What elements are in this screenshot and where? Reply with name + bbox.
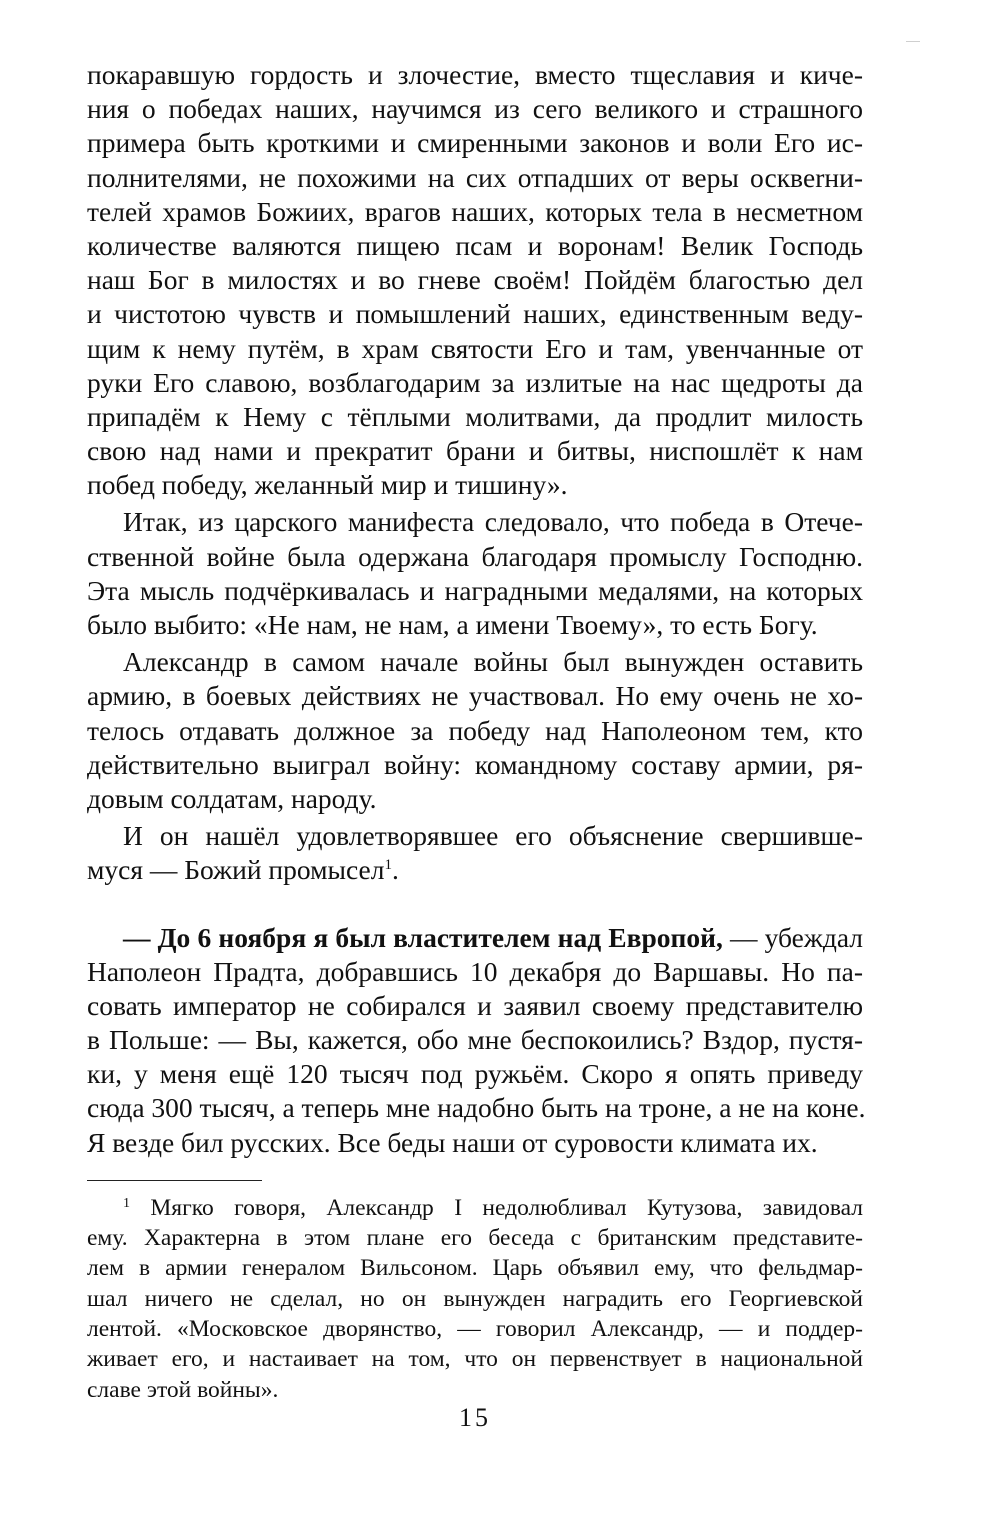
paragraph-explanation (87, 819, 863, 887)
text-line: Александр в самом начале войны был вынужден оставить (123, 646, 863, 678)
paragraph-providence (87, 505, 863, 642)
text-line: И он нашёл удовлетворявшее его объяснение свершивше- (123, 820, 863, 852)
footnote-line: славе этой войны». (87, 1376, 279, 1403)
footnote-line: ему. Характерна в этом плане его беседа с британским представите- (87, 1225, 863, 1252)
text-line: Наполеон Прадта, добравшись 10 декабря до Варшавы. Но па- (87, 955, 863, 987)
text-fragment: Мягко говоря, Александр I недолюбливал Кутузова, завидовал (130, 1194, 863, 1221)
text-line: ния о победах наших, научимся из сего великого и страшного (87, 93, 863, 125)
scan-mark (906, 41, 920, 42)
text-fragment: . (391, 854, 399, 886)
text-line (87, 921, 863, 955)
section-gap (87, 888, 863, 921)
text-line: телось отдавать должное за победу над Наполеоном тем, кто (87, 714, 863, 746)
text-line: покаравшую гордость и злочестие, вместо тщеславия и киче- (87, 59, 863, 90)
footnote-divider (87, 1180, 262, 1181)
text-line: щим к нему путём, в храм святости Его и там, увенчанные от (87, 332, 863, 364)
text-fragment: муся — Божий промысел (87, 854, 385, 886)
paragraph-alexander (87, 645, 863, 816)
text-line: примера быть кроткими и смиренными законов и воли Его ис- (87, 127, 863, 159)
text-line: ственной войне была одержана благодаря промыслу Господню. (87, 540, 863, 572)
paragraph-napoleon (87, 921, 866, 1160)
text-line: совать император не собирался и заявил своему представителю (87, 989, 863, 1021)
text-line: руки Его славою, возблагодарим за излитые на нас щедроты да (87, 366, 863, 398)
paragraph-manifesto-quote (87, 58, 863, 502)
footnote-reference[interactable]: 1 (384, 857, 392, 874)
text-line: припадём к Нему с тёплыми молитвами, да продлит милость (87, 400, 863, 432)
text-line: наш Бог в милостях и во гневе своём! Пойдём благостью дел (87, 264, 863, 296)
text-line: ки, у меня ещё 120 тысяч под ружьём. Скоро я опять приведу (87, 1058, 863, 1090)
footnote-line: шал ничего не сделал, но он вынужден наградить его Георгиевской (87, 1285, 863, 1312)
text-line: Я везде бил русских. Все беды наши от суровости климата их. (87, 1126, 818, 1158)
text-line: свою над нами и прекратит брани и битвы, ниспошлёт к нам (87, 435, 863, 467)
text-line: Эта мысль подчёркивалась и наградными медалями, на которых (87, 574, 863, 606)
page-number: 15 (459, 1403, 491, 1432)
footnote-line (87, 1193, 863, 1223)
text-line: в Польше: — Вы, кажется, обо мне беспокоились? Вздор, пустя- (87, 1024, 863, 1056)
footnote (87, 1193, 863, 1405)
page-body (87, 58, 866, 1405)
text-line: сюда 300 тысяч, а теперь мне надобно быть на троне, а не на коне. (87, 1092, 866, 1124)
text-line: количестве валяются пищею псам и воронам! Велик Господь (87, 229, 863, 261)
footnote-line: лем в армии генералом Вильсоном. Царь объявил ему, что фельдмар- (87, 1255, 863, 1282)
bold-quote: — До 6 ноября я был властителем над Европой, (123, 921, 723, 953)
text-line: побед победу, желанный мир и тишину». (87, 469, 568, 501)
text-line: полнителями, не похожими на сих отпадших от веры осквerни- (87, 161, 863, 193)
text-line: армию, в боевых действиях не участвовал. Но ему очень не хо- (87, 680, 863, 712)
text-line: было выбито: «Не нам, не нам, а имени Твоему», то есть Богу. (87, 609, 818, 640)
text-line: и чистотою чувств и помышлений наших, единственным веду- (87, 298, 863, 330)
text-fragment: — убеждал (722, 921, 863, 953)
footnote-line: живает его, и настаивает на том, что он первенствует в национальной (87, 1346, 863, 1373)
text-line: телей храмов Божиих, врагов наших, которых тела в несметном (87, 195, 863, 227)
text-line: действительно выиграл войну: командному составу армии, ря- (87, 748, 863, 780)
footnote-marker: 1 (123, 1195, 130, 1211)
footnote-line: лентой. «Московское дворянство, — говорил Александр, — и поддер- (87, 1316, 863, 1342)
text-line: довым солдатам, народу. (87, 782, 377, 814)
text-line: Итак, из царского манифеста следовало, что победа в Отече- (123, 506, 863, 538)
text-line (87, 853, 863, 887)
